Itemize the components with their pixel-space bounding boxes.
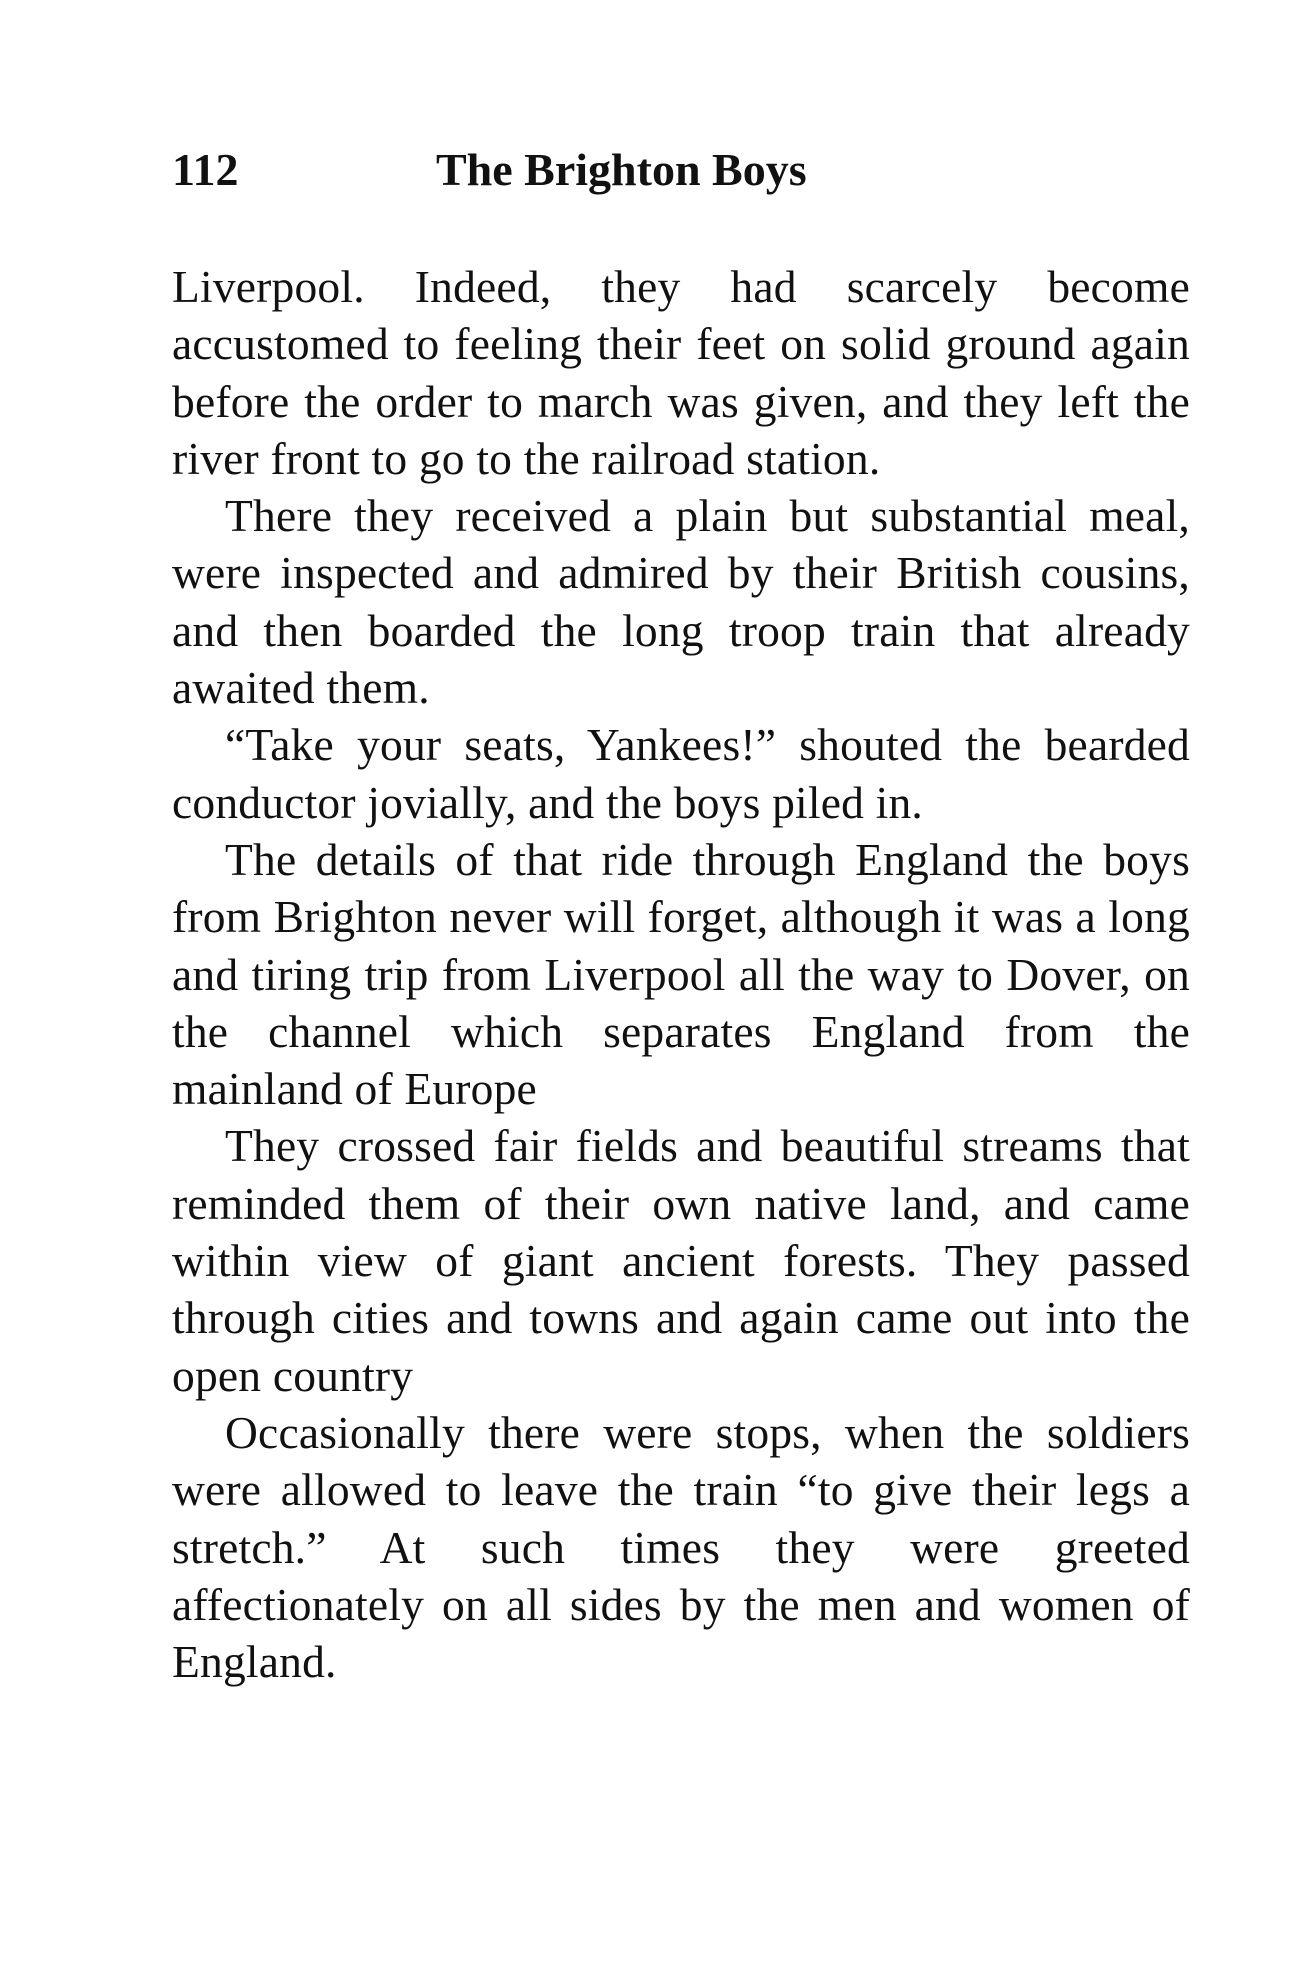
paragraph: They crossed fair fields and beautiful streams that reminded them of their own native land, and came within view of giant ancient forests. They passed through cities and towns and again came out into the open country: [172, 1120, 1190, 1401]
paragraph: The details of that ride through England the boys from Brighton never will forget, although it was a long and tiring trip from Liverpool all the way to Dover, on the channel which separates England from the mainland of Europe: [172, 833, 1190, 1115]
body-text: [172, 258, 1190, 1690]
paragraph: There they received a plain but substantial meal, were inspected and admired by their British cousins, and then boarded the long troop train that already awaited them.: [172, 490, 1190, 714]
running-head: [172, 140, 932, 200]
page-number: 112: [172, 144, 239, 195]
paragraph: “Take your seats, Yankees!” shouted the bearded conductor jovially, and the boys piled in.: [172, 719, 1190, 828]
paragraph-continuation: Liverpool. Indeed, they had scarcely become accustomed to feeling their feet on solid ground again before the order to march was given, and they left the river front to go to the railroad station.: [172, 261, 1190, 484]
paragraph: Occasionally there were stops, when the soldiers were allowed to leave the train “to give their legs a stretch.” At such times they were greeted affectionately on all sides by the men and women of England.: [172, 1406, 1190, 1688]
running-title: The Brighton Boys: [436, 144, 807, 195]
